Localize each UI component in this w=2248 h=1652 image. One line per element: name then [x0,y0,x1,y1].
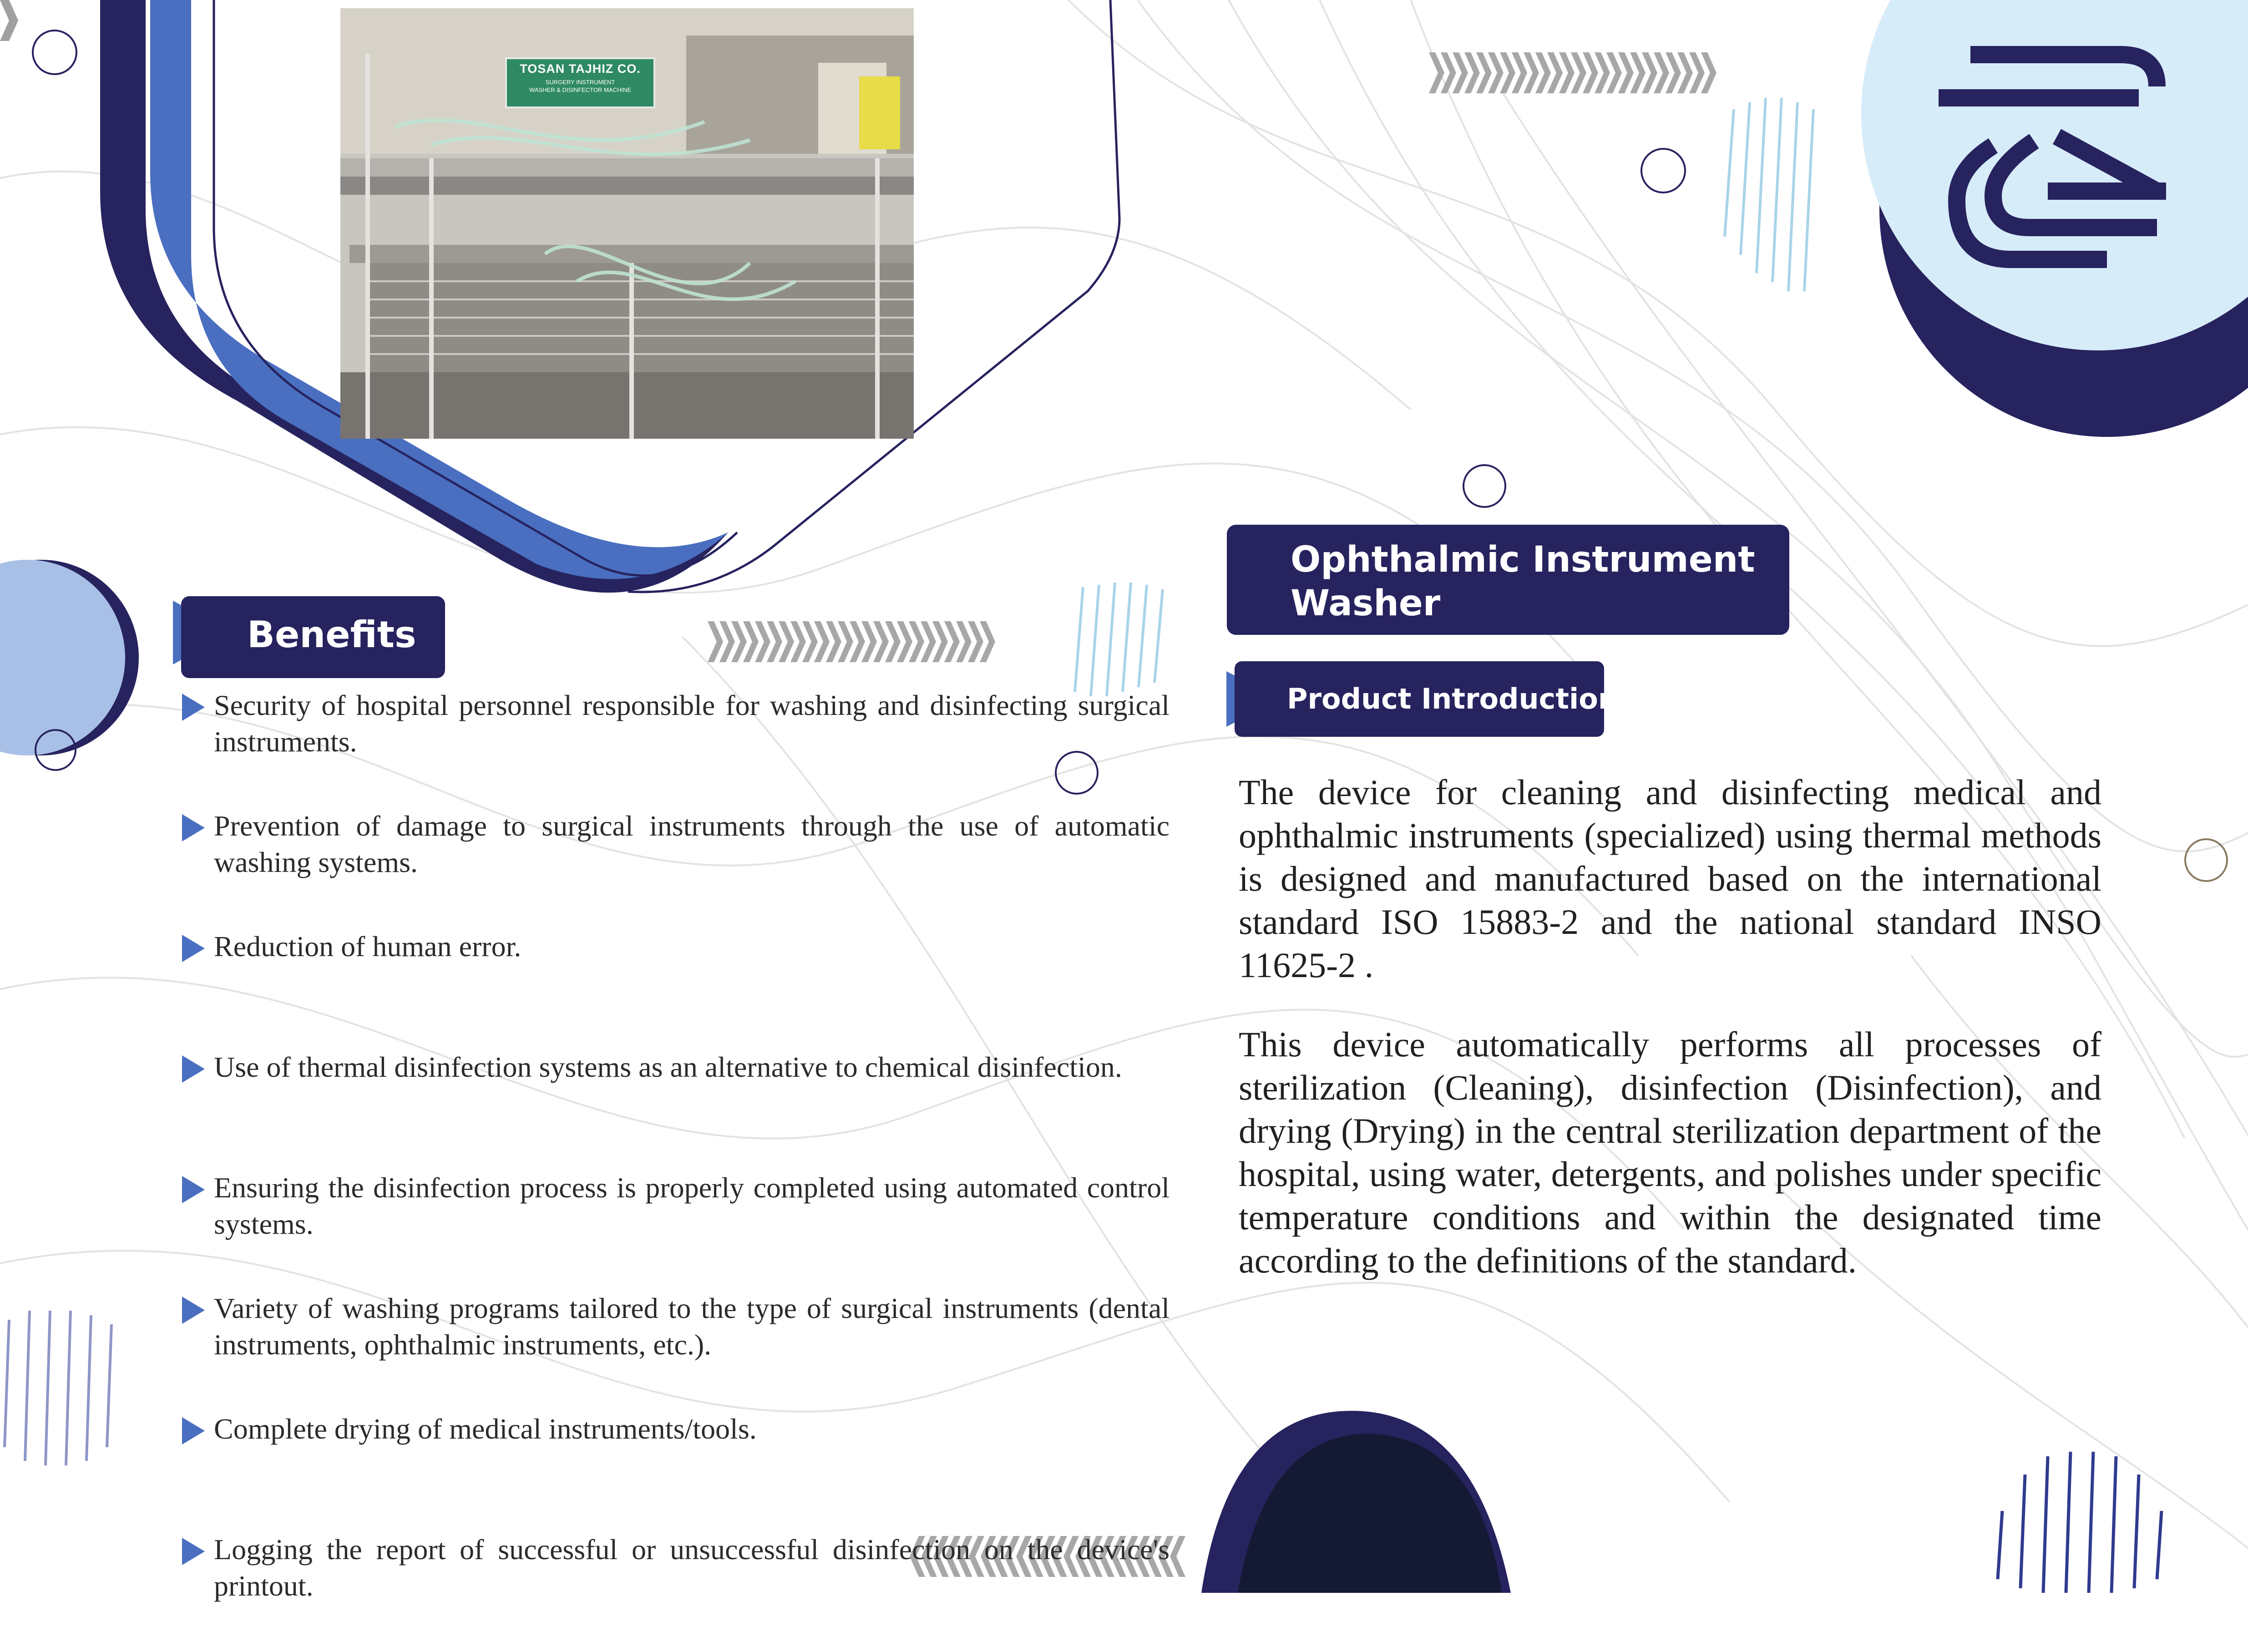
benefit-text: Use of thermal disinfection systems as an alternative to chemical disinfection. [214,1051,1122,1083]
benefit-text: Ensuring the disinfection process is properly completed using automated control systems. [214,1171,1170,1240]
product-title-line-1: Ophthalmic Instrument [1291,539,1755,580]
sign-company: TOSAN TAJHIZ CO. [520,62,641,76]
product-title [1227,525,1789,635]
benefit-item [177,1411,1170,1531]
intro-paragraph-1: The device for cleaning and disinfecting medical and ophthalmic instruments (specialized) using thermal methods is designed and manufactured based on the international standard ISO 15883-2 and the national standard INSO 11625-2 . [1239,772,2101,985]
benefit-text: Security of hospital personnel responsible for washing and disinfecting surgical instruments. [214,689,1170,758]
benefit-text: Variety of washing programs tailored to the type of surgical instruments (dental instruments, ophthalmic instruments, etc.). [214,1292,1170,1361]
product-title-line-2: Washer [1291,583,1441,624]
benefit-item [177,928,1170,1049]
triangle-bullet-icon [182,935,205,962]
triangle-bullet-icon [182,1297,205,1324]
benefits-label: Benefits [247,613,416,656]
benefit-item [177,1531,1170,1652]
triangle-bullet-icon [182,1538,205,1565]
benefit-item [177,687,1170,808]
benefits-heading [181,596,445,678]
triangle-bullet-icon [182,1055,205,1083]
benefit-item [177,808,1170,928]
product-introduction-heading [1235,661,1619,737]
benefit-text: Logging the report of successful or unsuccessful disinfection on the device's printout. [214,1533,1170,1602]
benefit-item [177,1290,1170,1411]
sign-line-1: SURGERY INSTRUMENT [545,79,615,86]
triangle-bullet-icon [182,1417,205,1444]
benefit-item [177,1049,1170,1170]
benefits-list [177,687,1170,1652]
benefit-item [177,1170,1170,1290]
machine-sign [505,57,655,108]
product-photo [340,8,914,439]
triangle-bullet-icon [182,1176,205,1203]
product-introduction-label: Product Introduction [1287,682,1619,715]
benefit-text: Reduction of human error. [214,930,521,963]
triangle-bullet-icon [182,814,205,841]
intro-paragraph-2: This device automatically performs all processes of sterilization (Cleaning), disinfection (Disinfection), and drying (Drying) in the central sterilization department of the hospital, using water, detergents, and polishes under specific temperature conditions and within the designated time according to the definitions of the standard. [1239,1024,2101,1280]
triangle-bullet-icon [182,694,205,721]
sign-line-2: WASHER & DISINFECTOR MACHINE [529,86,631,93]
benefit-text: Prevention of damage to surgical instruments through the use of automatic washing systems. [214,810,1170,878]
benefit-text: Complete drying of medical instruments/tools. [214,1413,757,1445]
